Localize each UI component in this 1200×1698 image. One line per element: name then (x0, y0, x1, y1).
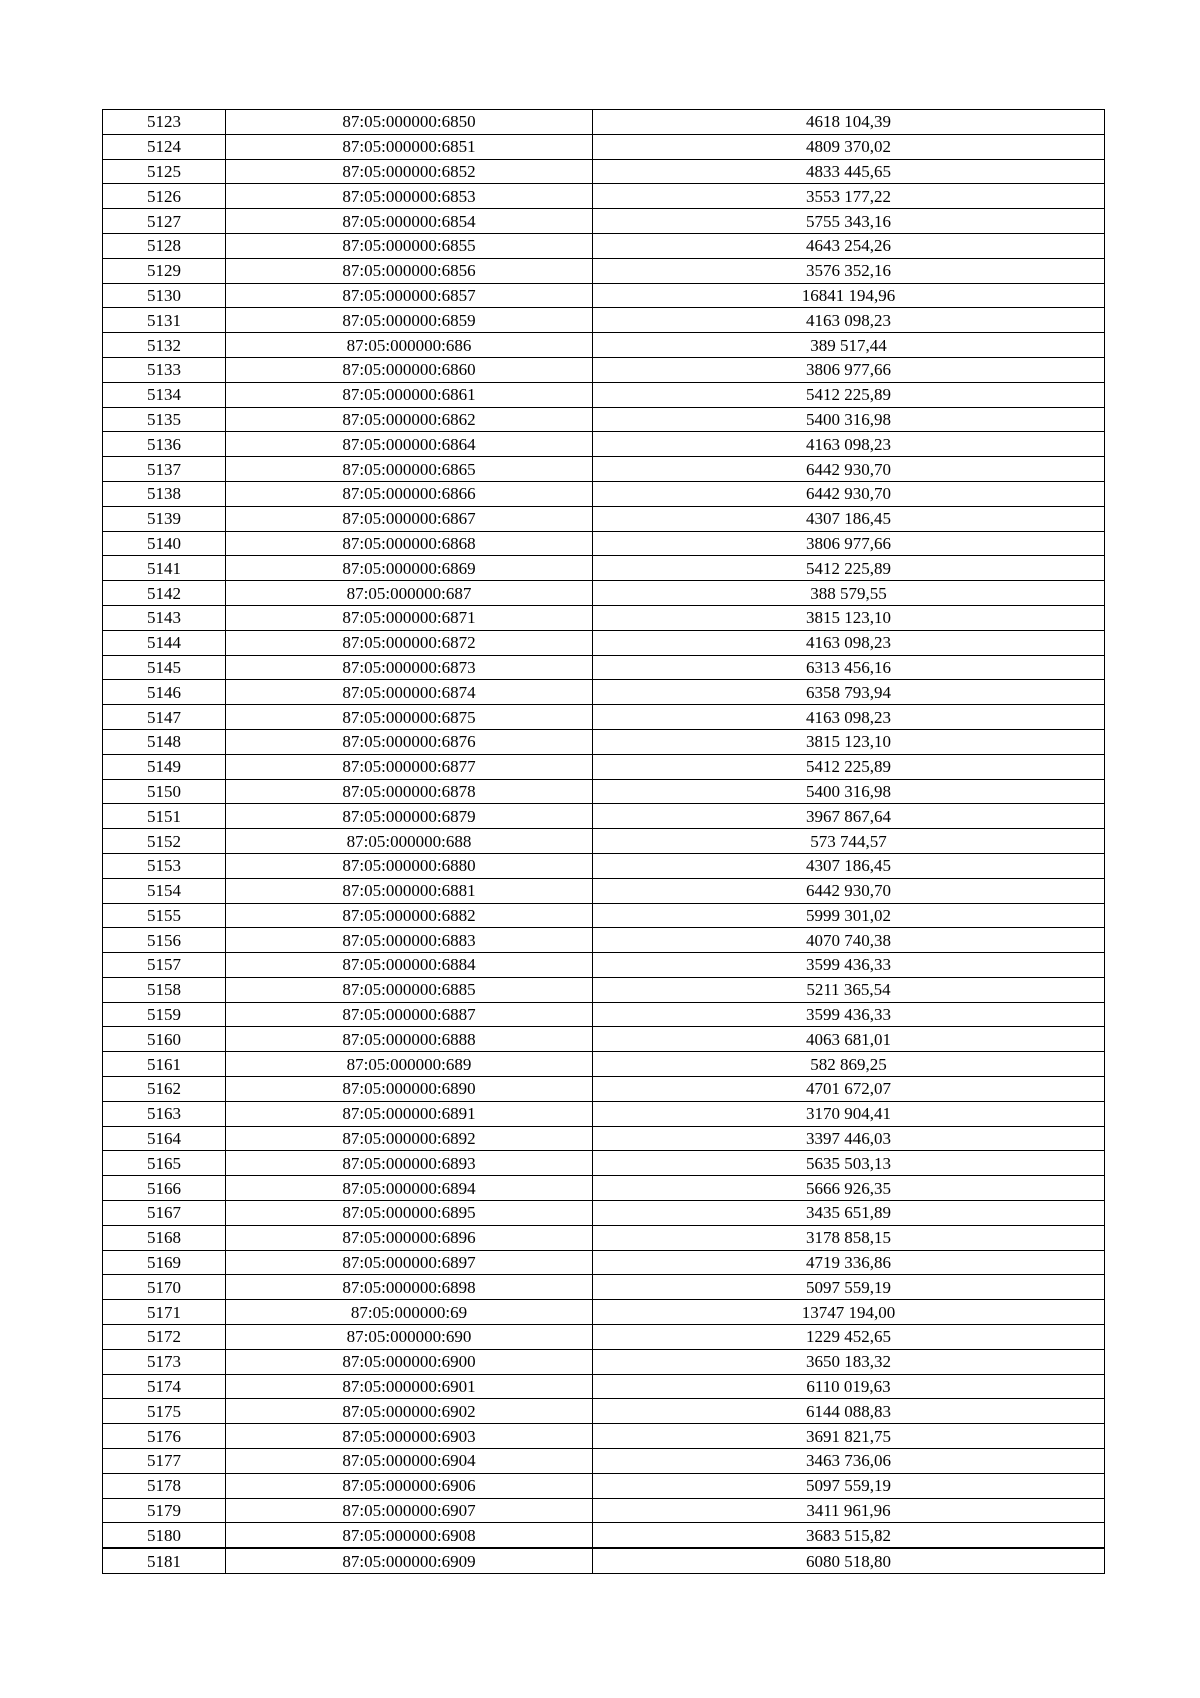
cadastral-number-cell: 87:05:000000:6882 (226, 903, 593, 928)
cadastral-number-cell: 87:05:000000:6874 (226, 680, 593, 705)
row-number-cell: 5125 (103, 159, 226, 184)
table-row (103, 432, 1105, 457)
cadastral-number-cell: 87:05:000000:6901 (226, 1374, 593, 1399)
cadastral-number-cell: 87:05:000000:6859 (226, 308, 593, 333)
row-number-cell: 5164 (103, 1126, 226, 1151)
cadastral-value-cell: 3463 736,06 (593, 1449, 1105, 1474)
cadastral-value-cell: 5635 503,13 (593, 1151, 1105, 1176)
cadastral-value-cell: 3806 977,66 (593, 531, 1105, 556)
cadastral-value-cell: 6313 456,16 (593, 655, 1105, 680)
cadastral-number-cell: 87:05:000000:6879 (226, 804, 593, 829)
cadastral-value-cell: 4163 098,23 (593, 630, 1105, 655)
cadastral-number-cell: 87:05:000000:6904 (226, 1449, 593, 1474)
cadastral-number-cell: 87:05:000000:6880 (226, 853, 593, 878)
table-row (103, 1498, 1105, 1523)
table-row (103, 233, 1105, 258)
row-number-cell: 5129 (103, 258, 226, 283)
cadastral-number-cell: 87:05:000000:6864 (226, 432, 593, 457)
row-number-cell: 5137 (103, 457, 226, 482)
table-row (103, 382, 1105, 407)
table-row (103, 1275, 1105, 1300)
cadastral-value-cell: 6442 930,70 (593, 457, 1105, 482)
table-row (103, 605, 1105, 630)
cadastral-number-cell: 87:05:000000:6885 (226, 977, 593, 1002)
row-number-cell: 5152 (103, 829, 226, 854)
table-row (103, 680, 1105, 705)
cadastral-value-cell: 5097 559,19 (593, 1473, 1105, 1498)
cadastral-number-cell: 87:05:000000:690 (226, 1325, 593, 1350)
row-number-cell: 5181 (103, 1548, 226, 1573)
cadastral-number-cell: 87:05:000000:6854 (226, 209, 593, 234)
cadastral-number-cell: 87:05:000000:6852 (226, 159, 593, 184)
cadastral-value-cell: 573 744,57 (593, 829, 1105, 854)
row-number-cell: 5148 (103, 729, 226, 754)
cadastral-value-cell: 3599 436,33 (593, 953, 1105, 978)
row-number-cell: 5158 (103, 977, 226, 1002)
table-row (103, 1473, 1105, 1498)
table-row (103, 1225, 1105, 1250)
table-row (103, 308, 1105, 333)
row-number-cell: 5177 (103, 1449, 226, 1474)
row-number-cell: 5131 (103, 308, 226, 333)
table-row (103, 729, 1105, 754)
row-number-cell: 5180 (103, 1523, 226, 1548)
row-number-cell: 5145 (103, 655, 226, 680)
cadastral-value-cell: 3178 858,15 (593, 1225, 1105, 1250)
cadastral-number-cell: 87:05:000000:6893 (226, 1151, 593, 1176)
table-row (103, 630, 1105, 655)
cadastral-value-cell: 3170 904,41 (593, 1101, 1105, 1126)
cadastral-number-cell: 87:05:000000:6894 (226, 1176, 593, 1201)
cadastral-value-cell: 6442 930,70 (593, 481, 1105, 506)
table-row (103, 1548, 1105, 1573)
cadastral-number-cell: 87:05:000000:69 (226, 1300, 593, 1325)
table-row (103, 1325, 1105, 1350)
cadastral-value-cell: 4719 336,86 (593, 1250, 1105, 1275)
cadastral-number-cell: 87:05:000000:6876 (226, 729, 593, 754)
row-number-cell: 5141 (103, 556, 226, 581)
cadastral-value-cell: 6358 793,94 (593, 680, 1105, 705)
table-row (103, 1101, 1105, 1126)
cadastral-value-cell: 4307 186,45 (593, 853, 1105, 878)
table-row (103, 1126, 1105, 1151)
row-number-cell: 5130 (103, 283, 226, 308)
cadastral-number-cell: 87:05:000000:6906 (226, 1473, 593, 1498)
cadastral-number-cell: 87:05:000000:6888 (226, 1027, 593, 1052)
cadastral-value-cell: 3806 977,66 (593, 357, 1105, 382)
row-number-cell: 5167 (103, 1201, 226, 1226)
table-row (103, 184, 1105, 209)
cadastral-value-cell: 5400 316,98 (593, 407, 1105, 432)
cadastral-value-cell: 4070 740,38 (593, 928, 1105, 953)
table-row (103, 283, 1105, 308)
row-number-cell: 5132 (103, 333, 226, 358)
cadastral-value-cell: 5097 559,19 (593, 1275, 1105, 1300)
row-number-cell: 5135 (103, 407, 226, 432)
row-number-cell: 5150 (103, 779, 226, 804)
row-number-cell: 5124 (103, 134, 226, 159)
cadastral-number-cell: 87:05:000000:6866 (226, 481, 593, 506)
cadastral-value-cell: 3411 961,96 (593, 1498, 1105, 1523)
table-row (103, 829, 1105, 854)
row-number-cell: 5142 (103, 581, 226, 606)
cadastral-value-cell: 4618 104,39 (593, 110, 1105, 135)
cadastral-number-cell: 87:05:000000:6898 (226, 1275, 593, 1300)
cadastral-value-cell: 3815 123,10 (593, 605, 1105, 630)
row-number-cell: 5126 (103, 184, 226, 209)
table-row (103, 110, 1105, 135)
table-row (103, 655, 1105, 680)
cadastral-number-cell: 87:05:000000:6855 (226, 233, 593, 258)
table-row (103, 1399, 1105, 1424)
row-number-cell: 5154 (103, 878, 226, 903)
cadastral-number-cell: 87:05:000000:6900 (226, 1349, 593, 1374)
cadastral-number-cell: 87:05:000000:6878 (226, 779, 593, 804)
cadastral-value-cell: 389 517,44 (593, 333, 1105, 358)
cadastral-value-cell: 4307 186,45 (593, 506, 1105, 531)
cadastral-number-cell: 87:05:000000:6873 (226, 655, 593, 680)
cadastral-number-cell: 87:05:000000:6871 (226, 605, 593, 630)
table-row (103, 1523, 1105, 1548)
cadastral-value-cell: 4163 098,23 (593, 705, 1105, 730)
row-number-cell: 5172 (103, 1325, 226, 1350)
table-row (103, 1151, 1105, 1176)
row-number-cell: 5165 (103, 1151, 226, 1176)
table-row (103, 1374, 1105, 1399)
row-number-cell: 5153 (103, 853, 226, 878)
row-number-cell: 5128 (103, 233, 226, 258)
row-number-cell: 5136 (103, 432, 226, 457)
row-number-cell: 5159 (103, 1002, 226, 1027)
cadastral-number-cell: 87:05:000000:6891 (226, 1101, 593, 1126)
table-row (103, 556, 1105, 581)
row-number-cell: 5169 (103, 1250, 226, 1275)
cadastral-number-cell: 87:05:000000:6884 (226, 953, 593, 978)
row-number-cell: 5133 (103, 357, 226, 382)
table-row (103, 134, 1105, 159)
cadastral-value-cell: 4701 672,07 (593, 1077, 1105, 1102)
row-number-cell: 5123 (103, 110, 226, 135)
cadastral-number-cell: 87:05:000000:686 (226, 333, 593, 358)
table-row (103, 853, 1105, 878)
table-row (103, 357, 1105, 382)
row-number-cell: 5146 (103, 680, 226, 705)
cadastral-value-cell: 4643 254,26 (593, 233, 1105, 258)
cadastral-value-cell: 3435 651,89 (593, 1201, 1105, 1226)
cadastral-value-cell: 4833 445,65 (593, 159, 1105, 184)
table-row (103, 1349, 1105, 1374)
cadastral-number-cell: 87:05:000000:6881 (226, 878, 593, 903)
cadastral-value-cell: 5412 225,89 (593, 754, 1105, 779)
row-number-cell: 5173 (103, 1349, 226, 1374)
cadastral-value-cell: 5211 365,54 (593, 977, 1105, 1002)
table-row (103, 1077, 1105, 1102)
cadastral-value-cell: 1229 452,65 (593, 1325, 1105, 1350)
cadastral-number-cell: 87:05:000000:6872 (226, 630, 593, 655)
cadastral-number-cell: 87:05:000000:689 (226, 1052, 593, 1077)
table-row (103, 878, 1105, 903)
row-number-cell: 5157 (103, 953, 226, 978)
table-row (103, 928, 1105, 953)
table-row (103, 1176, 1105, 1201)
row-number-cell: 5168 (103, 1225, 226, 1250)
cadastral-number-cell: 87:05:000000:6868 (226, 531, 593, 556)
cadastral-number-cell: 87:05:000000:6895 (226, 1201, 593, 1226)
row-number-cell: 5149 (103, 754, 226, 779)
cadastral-value-cell: 5755 343,16 (593, 209, 1105, 234)
cadastral-value-cell: 3691 821,75 (593, 1424, 1105, 1449)
row-number-cell: 5144 (103, 630, 226, 655)
table-row (103, 481, 1105, 506)
cadastral-value-cell: 4163 098,23 (593, 432, 1105, 457)
cadastral-number-cell: 87:05:000000:6907 (226, 1498, 593, 1523)
row-number-cell: 5127 (103, 209, 226, 234)
cadastral-value-cell: 4809 370,02 (593, 134, 1105, 159)
table-row (103, 903, 1105, 928)
row-number-cell: 5156 (103, 928, 226, 953)
cadastral-value-cell: 6080 518,80 (593, 1548, 1105, 1573)
cadastral-number-cell: 87:05:000000:6851 (226, 134, 593, 159)
cadastral-number-cell: 87:05:000000:688 (226, 829, 593, 854)
table-row (103, 754, 1105, 779)
row-number-cell: 5143 (103, 605, 226, 630)
table-row (103, 258, 1105, 283)
cadastral-number-cell: 87:05:000000:6865 (226, 457, 593, 482)
cadastral-number-cell: 87:05:000000:6896 (226, 1225, 593, 1250)
cadastral-number-cell: 87:05:000000:6867 (226, 506, 593, 531)
row-number-cell: 5147 (103, 705, 226, 730)
cadastral-number-cell: 87:05:000000:6869 (226, 556, 593, 581)
table-row (103, 1052, 1105, 1077)
cadastral-value-cell: 3967 867,64 (593, 804, 1105, 829)
cadastral-number-cell: 87:05:000000:6890 (226, 1077, 593, 1102)
table-row (103, 804, 1105, 829)
table-row (103, 159, 1105, 184)
table-row (103, 977, 1105, 1002)
cadastral-value-cell: 388 579,55 (593, 581, 1105, 606)
cadastral-number-cell: 87:05:000000:687 (226, 581, 593, 606)
cadastral-value-table (102, 109, 1105, 1574)
table-row (103, 1424, 1105, 1449)
cadastral-number-cell: 87:05:000000:6862 (226, 407, 593, 432)
cadastral-number-cell: 87:05:000000:6887 (226, 1002, 593, 1027)
cadastral-value-cell: 3683 515,82 (593, 1523, 1105, 1548)
cadastral-number-cell: 87:05:000000:6857 (226, 283, 593, 308)
cadastral-number-cell: 87:05:000000:6861 (226, 382, 593, 407)
row-number-cell: 5161 (103, 1052, 226, 1077)
cadastral-value-cell: 4063 681,01 (593, 1027, 1105, 1052)
table-row (103, 581, 1105, 606)
row-number-cell: 5174 (103, 1374, 226, 1399)
cadastral-value-cell: 13747 194,00 (593, 1300, 1105, 1325)
cadastral-value-cell: 3576 352,16 (593, 258, 1105, 283)
cadastral-value-cell: 5412 225,89 (593, 382, 1105, 407)
row-number-cell: 5139 (103, 506, 226, 531)
row-number-cell: 5179 (103, 1498, 226, 1523)
table-row (103, 209, 1105, 234)
table-row (103, 1201, 1105, 1226)
cadastral-value-cell: 5999 301,02 (593, 903, 1105, 928)
cadastral-number-cell: 87:05:000000:6903 (226, 1424, 593, 1449)
row-number-cell: 5162 (103, 1077, 226, 1102)
cadastral-value-cell: 5400 316,98 (593, 779, 1105, 804)
cadastral-number-cell: 87:05:000000:6883 (226, 928, 593, 953)
cadastral-value-cell: 3397 446,03 (593, 1126, 1105, 1151)
row-number-cell: 5176 (103, 1424, 226, 1449)
table-row (103, 407, 1105, 432)
cadastral-value-cell: 6442 930,70 (593, 878, 1105, 903)
cadastral-number-cell: 87:05:000000:6909 (226, 1548, 593, 1573)
cadastral-number-cell: 87:05:000000:6853 (226, 184, 593, 209)
row-number-cell: 5160 (103, 1027, 226, 1052)
cadastral-value-cell: 582 869,25 (593, 1052, 1105, 1077)
cadastral-number-cell: 87:05:000000:6897 (226, 1250, 593, 1275)
cadastral-value-cell: 16841 194,96 (593, 283, 1105, 308)
table-row (103, 1250, 1105, 1275)
table-row (103, 953, 1105, 978)
table-row (103, 457, 1105, 482)
table-row (103, 1449, 1105, 1474)
table-row (103, 1002, 1105, 1027)
cadastral-value-cell: 6144 088,83 (593, 1399, 1105, 1424)
cadastral-number-cell: 87:05:000000:6850 (226, 110, 593, 135)
row-number-cell: 5138 (103, 481, 226, 506)
cadastral-value-cell: 3553 177,22 (593, 184, 1105, 209)
table-row (103, 705, 1105, 730)
row-number-cell: 5175 (103, 1399, 226, 1424)
row-number-cell: 5134 (103, 382, 226, 407)
cadastral-value-cell: 5412 225,89 (593, 556, 1105, 581)
cadastral-number-cell: 87:05:000000:6908 (226, 1523, 593, 1548)
cadastral-number-cell: 87:05:000000:6902 (226, 1399, 593, 1424)
table-row (103, 333, 1105, 358)
cadastral-number-cell: 87:05:000000:6856 (226, 258, 593, 283)
row-number-cell: 5178 (103, 1473, 226, 1498)
table-row (103, 531, 1105, 556)
row-number-cell: 5151 (103, 804, 226, 829)
cadastral-value-cell: 3650 183,32 (593, 1349, 1105, 1374)
cadastral-number-cell: 87:05:000000:6875 (226, 705, 593, 730)
table-row (103, 1027, 1105, 1052)
table-row (103, 1300, 1105, 1325)
row-number-cell: 5171 (103, 1300, 226, 1325)
cadastral-value-cell: 3815 123,10 (593, 729, 1105, 754)
table-row (103, 506, 1105, 531)
cadastral-value-cell: 3599 436,33 (593, 1002, 1105, 1027)
row-number-cell: 5155 (103, 903, 226, 928)
table-body (103, 110, 1105, 1574)
cadastral-number-cell: 87:05:000000:6877 (226, 754, 593, 779)
row-number-cell: 5166 (103, 1176, 226, 1201)
cadastral-number-cell: 87:05:000000:6892 (226, 1126, 593, 1151)
row-number-cell: 5140 (103, 531, 226, 556)
row-number-cell: 5170 (103, 1275, 226, 1300)
cadastral-value-cell: 6110 019,63 (593, 1374, 1105, 1399)
row-number-cell: 5163 (103, 1101, 226, 1126)
cadastral-number-cell: 87:05:000000:6860 (226, 357, 593, 382)
table-row (103, 779, 1105, 804)
cadastral-value-cell: 4163 098,23 (593, 308, 1105, 333)
cadastral-value-cell: 5666 926,35 (593, 1176, 1105, 1201)
